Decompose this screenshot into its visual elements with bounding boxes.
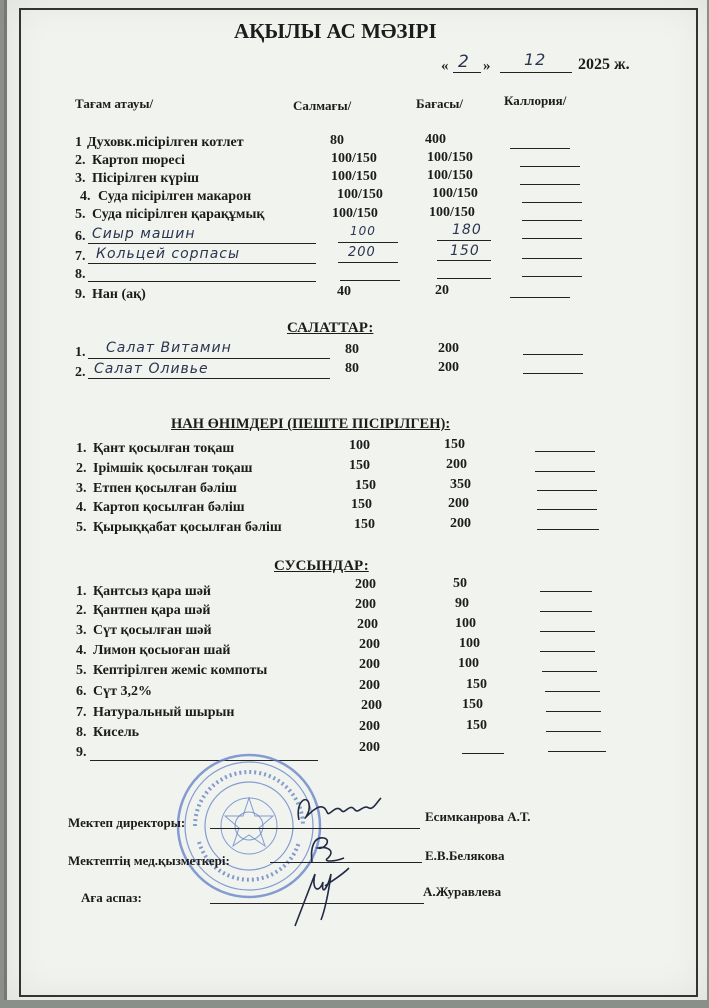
- bakery-item-price: 150: [444, 437, 465, 452]
- drink-item-weight: 200: [355, 597, 376, 612]
- drink-item-calories-line: [542, 671, 597, 672]
- main-item-calories-line: [510, 148, 570, 149]
- salads-heading: САЛАТТАР:: [287, 320, 374, 336]
- salad-item-name-handwritten: Салат Оливье: [94, 361, 209, 377]
- main-item-num: 6.: [75, 229, 86, 244]
- salad-item-weight: 80: [345, 342, 359, 357]
- drink-item-calories-line: [540, 591, 592, 592]
- main-item-calories-line: [522, 202, 582, 203]
- drink-item-name: Қантсыз қара шәй: [93, 584, 211, 599]
- main-item-weight: 100/150: [332, 206, 378, 221]
- salad-item-price: 200: [438, 341, 459, 356]
- date-day-line: [453, 72, 481, 73]
- main-item-price-handwritten: 150: [450, 243, 480, 259]
- drink-item-weight: 200: [359, 678, 380, 693]
- bakery-item-num: 4.: [76, 500, 87, 515]
- main-item-name: Духовк.пісірілген котлет: [87, 135, 244, 150]
- main-item-num: 2.: [75, 153, 86, 168]
- main-item-calories-line: [510, 297, 570, 298]
- drink-item-price: 100: [458, 656, 479, 671]
- drink-item-price-line: [462, 753, 504, 754]
- main-item-price: 100/150: [432, 186, 478, 201]
- date-year: 2025 ж.: [578, 56, 630, 73]
- drink-item-name: Кептірілген жеміс компоты: [93, 663, 268, 678]
- bakery-item-name: Етпен қосылған бәліш: [93, 481, 237, 496]
- drink-item-name: Натуральный шырын: [93, 705, 235, 720]
- director-label: Мектеп директоры:: [68, 815, 186, 830]
- main-item-calories-line: [520, 184, 580, 185]
- main-item-calories-line: [522, 238, 582, 239]
- main-item-num: 8.: [75, 267, 86, 282]
- main-item-num: 4.: [80, 189, 91, 204]
- director-signature: [293, 790, 383, 830]
- bakery-item-name: Ірімшік қосылған тоқаш: [93, 461, 253, 476]
- bakery-item-price: 200: [450, 516, 471, 531]
- cook-name: А.Журавлева: [423, 884, 502, 899]
- drink-item-name: Сүт 3,2%: [93, 684, 152, 699]
- date-month-line: [500, 72, 572, 73]
- page-title: АҚЫЛЫ АС МӘЗІРІ: [234, 19, 437, 43]
- main-item-calories-line: [520, 166, 580, 167]
- drink-item-calories-line: [545, 691, 600, 692]
- date-close-quote: »: [483, 58, 491, 74]
- main-item-weight: 100/150: [331, 169, 377, 184]
- drink-item-weight: 200: [359, 719, 380, 734]
- main-item-price: 400: [425, 132, 446, 147]
- salad-item-calories-line: [523, 354, 583, 355]
- main-item-calories-line: [522, 220, 582, 221]
- column-calories: Каллория/: [504, 93, 567, 108]
- main-item-weight-line: [338, 262, 398, 263]
- salad-item-name-handwritten: Салат Витамин: [106, 340, 232, 356]
- drink-item-num: 6.: [76, 684, 87, 699]
- drink-item-calories-line: [546, 731, 601, 732]
- column-weight: Салмағы/: [293, 98, 352, 113]
- drink-item-calories-line: [540, 631, 595, 632]
- main-item-name-line: [88, 263, 316, 264]
- drink-item-num: 5.: [76, 663, 87, 678]
- main-item-price-line: [437, 278, 491, 279]
- nurse-label: Мектептің мед.қызметкері:: [68, 853, 230, 868]
- main-item-num: 7.: [75, 249, 86, 264]
- drink-item-price: 150: [462, 697, 483, 712]
- drink-item-calories-line: [546, 711, 601, 712]
- salad-item-calories-line: [523, 373, 583, 374]
- main-item-price: 100/150: [429, 205, 475, 220]
- main-item-price: 100/150: [427, 168, 473, 183]
- drink-item-weight: 200: [355, 577, 376, 592]
- bakery-item-price: 200: [448, 496, 469, 511]
- main-item-name-line: [88, 281, 316, 282]
- salad-item-weight: 80: [345, 361, 359, 376]
- bakery-item-calories-line: [537, 490, 597, 491]
- main-item-weight-handwritten: 100: [350, 224, 376, 238]
- drink-item-weight: 200: [359, 637, 380, 652]
- drink-item-weight: 200: [361, 698, 382, 713]
- date-day: 2: [458, 52, 470, 72]
- drink-item-name: Қантпен қара шәй: [93, 603, 211, 618]
- main-item-price-line: [437, 240, 491, 241]
- bakery-item-name: Қырыққабат қосылған бәліш: [93, 520, 282, 535]
- main-item-name: Суда пісірілген қарақұмық: [92, 207, 265, 222]
- salad-item-name-line: [88, 378, 330, 379]
- bakery-item-calories-line: [537, 509, 597, 510]
- bakery-item-num: 5.: [76, 520, 87, 535]
- drink-item-num: 9.: [76, 745, 87, 760]
- salad-item-num: 1.: [75, 345, 86, 360]
- main-item-name: Нан (ақ): [92, 287, 146, 302]
- drink-item-name: Лимон қосыоған шай: [93, 643, 231, 658]
- main-item-price: 20: [435, 283, 449, 298]
- drink-item-num: 8.: [76, 725, 87, 740]
- drink-item-calories-line: [540, 611, 592, 612]
- bakery-item-weight: 150: [349, 458, 370, 473]
- main-item-weight: 100/150: [331, 151, 377, 166]
- main-item-weight-handwritten: 200: [348, 245, 376, 260]
- salad-item-price: 200: [438, 360, 459, 375]
- bakery-item-name: Картоп қосылған бәліш: [93, 500, 245, 515]
- bakery-item-price: 350: [450, 477, 471, 492]
- main-item-calories-line: [522, 276, 582, 277]
- main-item-calories-line: [522, 258, 582, 259]
- drink-item-name: Сүт қосылған шәй: [93, 623, 212, 638]
- drink-item-calories-line: [548, 751, 606, 752]
- main-item-weight-line: [340, 280, 400, 281]
- nurse-name: Е.В.Белякова: [425, 848, 505, 863]
- column-name: Тағам атауы/: [75, 96, 154, 111]
- main-item-weight: 80: [330, 133, 344, 148]
- salad-item-name-line: [88, 358, 330, 359]
- bakery-item-calories-line: [535, 451, 595, 452]
- bakery-item-weight: 100: [349, 438, 370, 453]
- drink-item-num: 1.: [76, 584, 87, 599]
- drink-item-name: Кисель: [93, 725, 140, 740]
- main-item-price-handwritten: 180: [452, 222, 482, 238]
- cook-signature: [285, 860, 355, 930]
- bakery-item-num: 2.: [76, 461, 87, 476]
- date-month: 12: [524, 50, 547, 69]
- main-item-name-handwritten: Кольцей сорпасы: [96, 246, 241, 262]
- main-item-name-handwritten: Сиыр машин: [92, 226, 196, 242]
- bakery-item-weight: 150: [354, 517, 375, 532]
- drink-item-weight: 200: [357, 617, 378, 632]
- drink-item-calories-line: [540, 651, 595, 652]
- director-name: Есимканрова А.Т.: [425, 809, 531, 824]
- main-item-num: 5.: [75, 207, 86, 222]
- drink-item-num: 7.: [76, 705, 87, 720]
- drink-item-price: 90: [455, 596, 469, 611]
- drink-item-weight: 200: [359, 740, 380, 755]
- bakery-item-calories-line: [535, 471, 595, 472]
- main-item-weight-line: [338, 242, 398, 243]
- main-item-num: 3.: [75, 171, 86, 186]
- drink-item-price: 100: [459, 636, 480, 651]
- drink-item-num: 3.: [76, 623, 87, 638]
- bakery-item-price: 200: [446, 457, 467, 472]
- cook-label: Аға аспаз:: [81, 890, 142, 905]
- main-item-num: 9.: [75, 287, 86, 302]
- main-item-num: 1: [75, 135, 82, 150]
- date-open-quote: «: [441, 58, 449, 74]
- main-item-weight: 40: [337, 284, 351, 299]
- drink-item-price: 150: [466, 718, 487, 733]
- drink-item-price: 150: [466, 677, 487, 692]
- main-item-name: Пісірілген күріш: [92, 171, 199, 186]
- bakery-heading: НАН ӨНІМДЕРІ (ПЕШТЕ ПІСІРІЛГЕН):: [171, 416, 451, 432]
- main-item-name: Суда пісірілген макарон: [98, 189, 252, 204]
- main-item-price-line: [437, 260, 491, 261]
- drink-item-weight: 200: [359, 657, 380, 672]
- bakery-item-weight: 150: [351, 497, 372, 512]
- bakery-item-num: 3.: [76, 481, 87, 496]
- main-item-price: 100/150: [427, 150, 473, 165]
- bakery-item-name: Қант қосылған тоқаш: [93, 441, 235, 456]
- main-item-name: Картоп пюресі: [92, 153, 185, 168]
- main-item-weight: 100/150: [337, 187, 383, 202]
- bakery-item-num: 1.: [76, 441, 87, 456]
- drink-item-price: 50: [453, 576, 467, 591]
- drink-item-price: 100: [455, 616, 476, 631]
- salad-item-num: 2.: [75, 365, 86, 380]
- bakery-item-weight: 150: [355, 478, 376, 493]
- column-price: Бағасы/: [416, 96, 464, 111]
- main-item-name-line: [88, 243, 316, 244]
- drinks-heading: СУСЫНДАР:: [274, 558, 369, 574]
- drink-item-num: 4.: [76, 643, 87, 658]
- bakery-item-calories-line: [537, 529, 599, 530]
- drink-item-num: 2.: [76, 603, 87, 618]
